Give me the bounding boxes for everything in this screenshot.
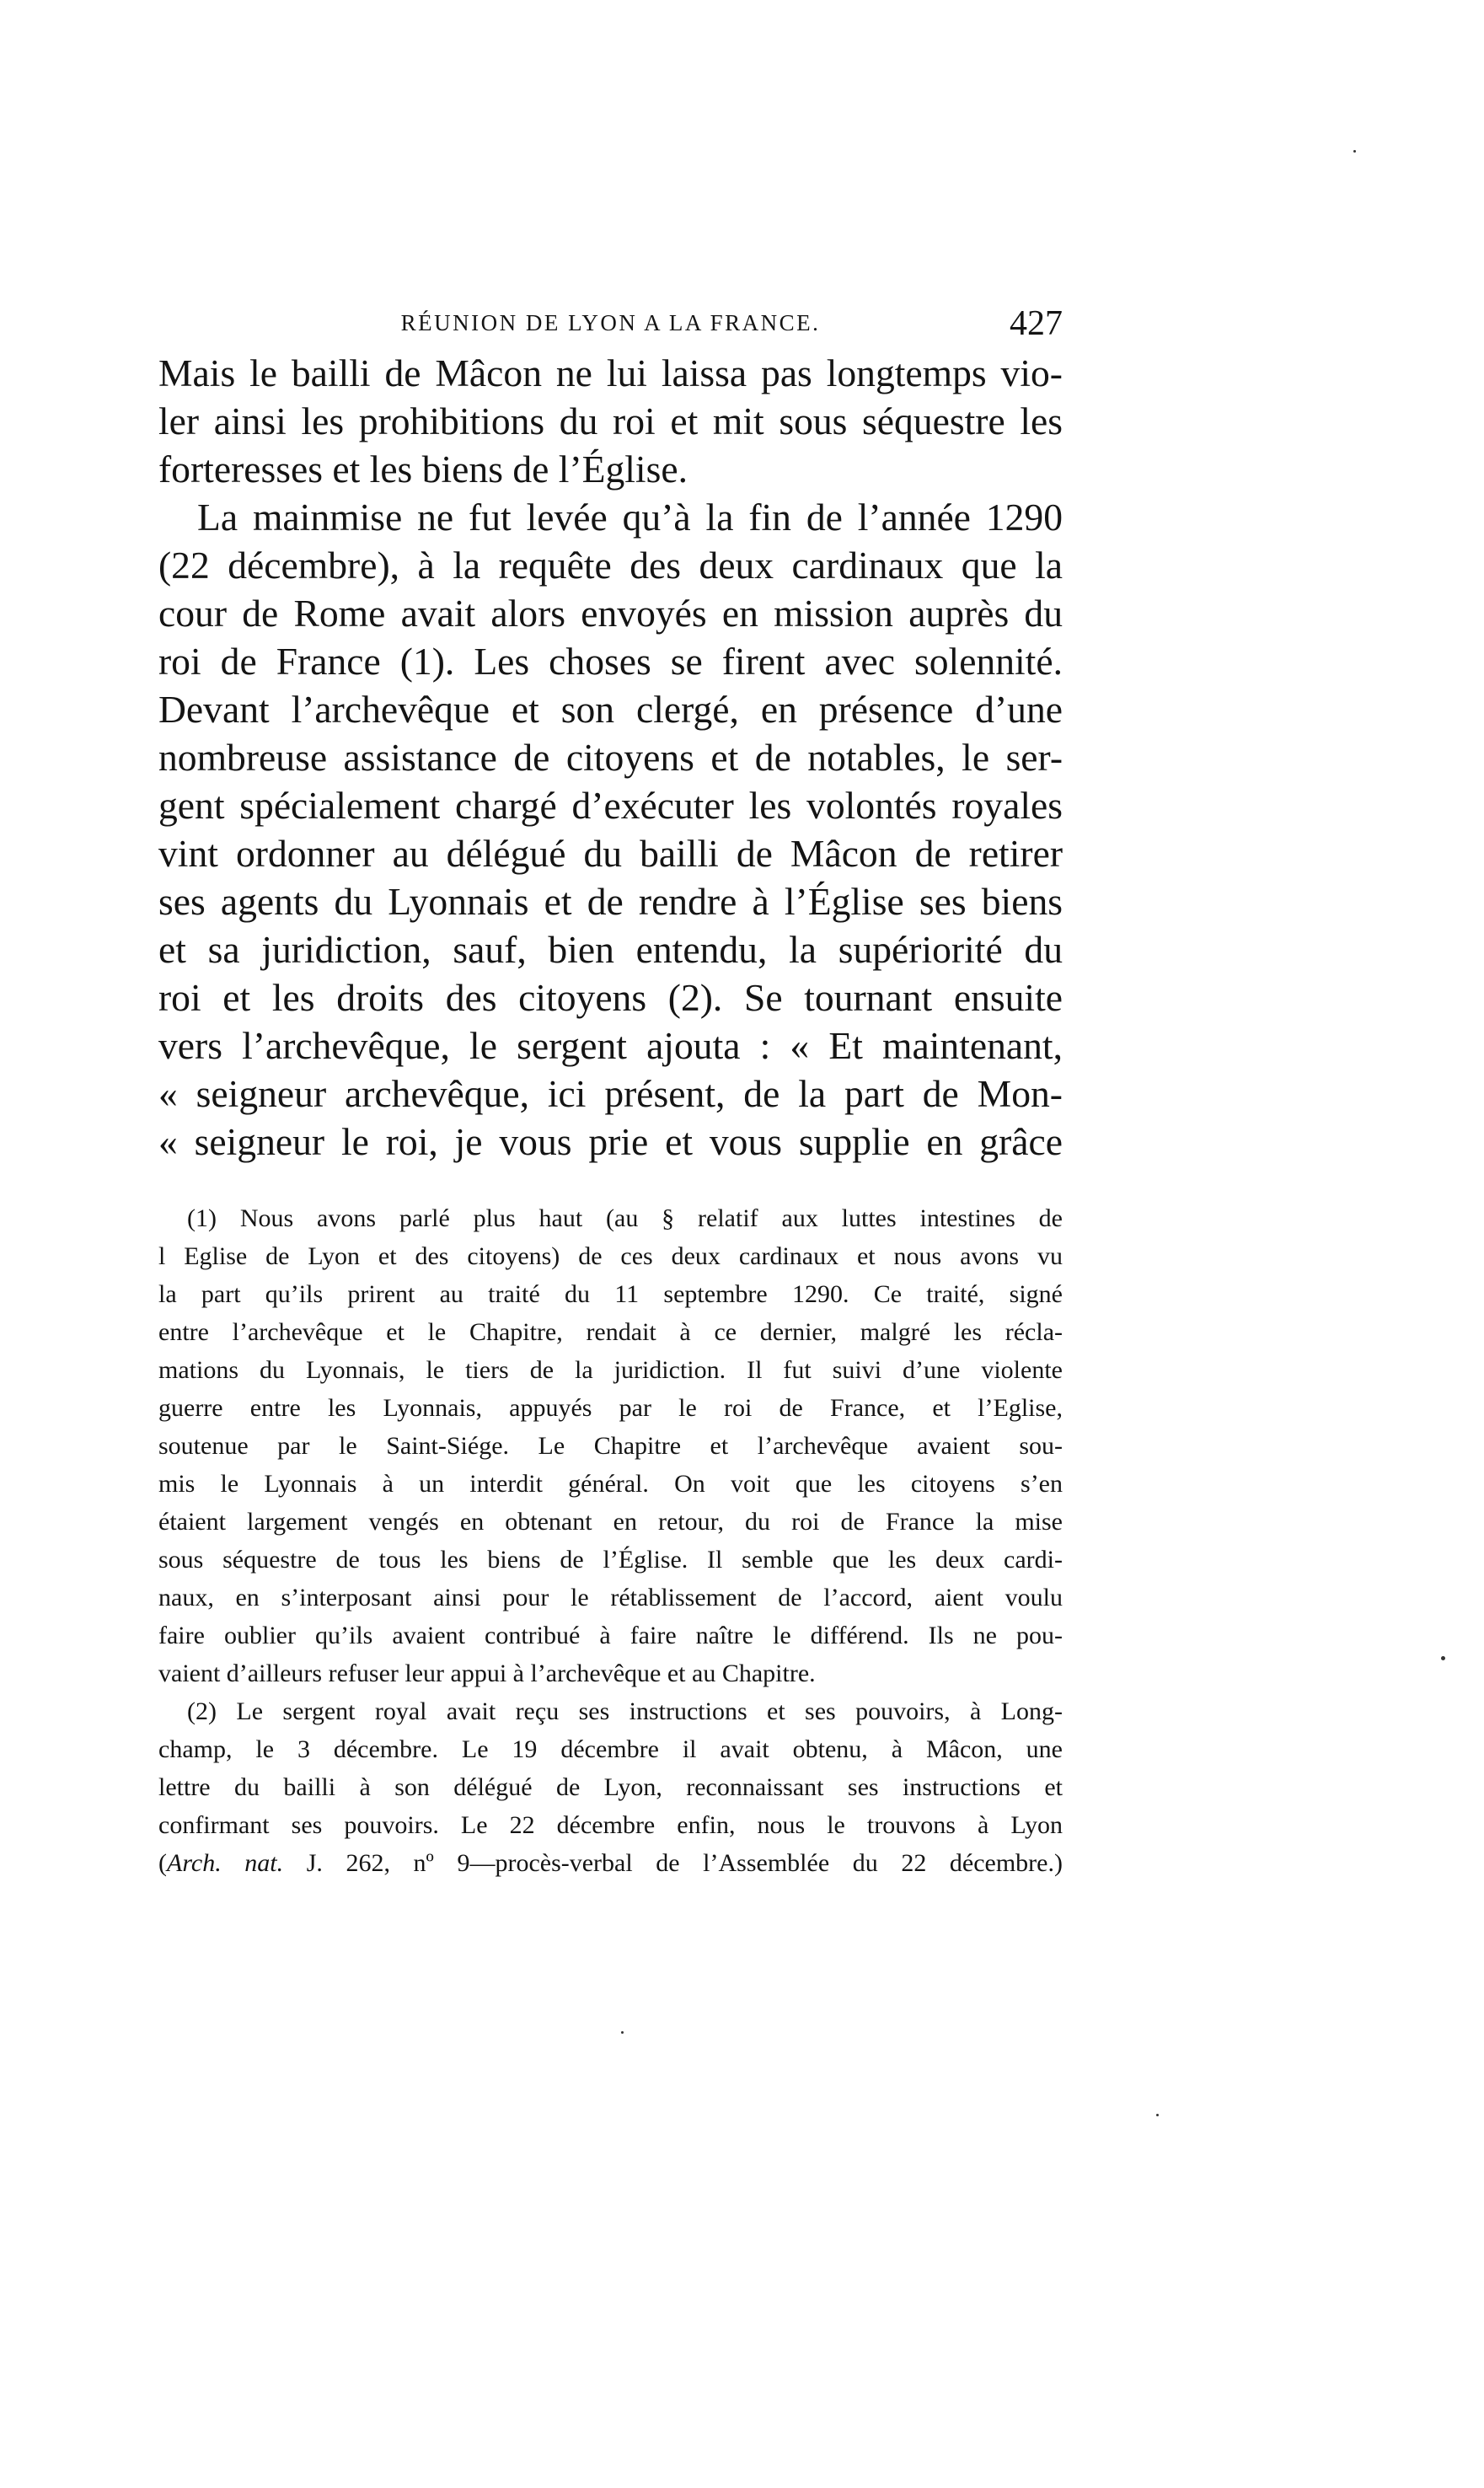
footnote-1 [158,1199,1063,1692]
footnote-line: champ, le 3 décembre. Le 19 décembre il avait obtenu, à Mâcon, une [158,1735,1063,1763]
footnote-line: mis le Lyonnais à un interdit général. On voit que les citoyens s’en [158,1470,1063,1498]
footnote-line: soutenue par le Saint-Siége. Le Chapitre et l’archevêque avaient sou- [158,1432,1063,1460]
body-line: (22 décembre), à la requête des deux cardinaux que la [158,544,1063,587]
body-line: Devant l’archevêque et son clergé, en présence d’une [158,688,1063,731]
page-header [158,303,1063,347]
footnote-line: confirmant ses pouvoirs. Le 22 décembre enfin, nous le trouvons à Lyon [158,1811,1063,1839]
body-line: vint ordonner au délégué du bailli de Mâcon de retirer [158,832,1063,875]
body-line: forteresses et les biens de l’Église. [158,448,688,491]
footnote-line: naux, en s’interposant ainsi pour le rétablissement de l’accord, aient voulu [158,1584,1063,1611]
body-line: roi et les droits des citoyens (2). Se tournant ensuite [158,976,1063,1019]
book-page [158,303,1063,1882]
page-number: 427 [1010,304,1063,343]
footnote-line: (1) Nous avons parlé plus haut (au § relatif aux luttes intestines de [187,1204,1063,1232]
body-line: ses agents du Lyonnais et de rendre à l’Église ses biens [158,880,1063,923]
footnote-line: entre l’archevêque et le Chapitre, rendait à ce dernier, malgré les récla- [158,1318,1063,1346]
body-line: Mais le bailli de Mâcon ne lui laissa pas longtemps vio- [158,351,1063,394]
body-line: « seigneur le roi, je vous prie et vous supplie en grâce [158,1120,1063,1163]
scan-speck [1353,150,1356,153]
body-line: vers l’archevêque, le sergent ajouta : « Et maintenant, [158,1024,1063,1067]
footnote-2 [158,1692,1063,1882]
footnote-line: faire oublier qu’ils avaient contribué à faire naître le différend. Ils ne pou- [158,1622,1063,1649]
footnote-line: (2) Le sergent royal avait reçu ses instructions et ses pouvoirs, à Long- [187,1697,1063,1725]
footnote-line: étaient largement vengés en obtenant en retour, du roi de France la mise [158,1508,1063,1536]
footnote-line: lettre du bailli à son délégué de Lyon, reconnaissant ses instructions et [158,1773,1063,1801]
archive-reference: J. 262, nº 9—procès-verbal de l’Assemblée du 22 décembre.) [283,1849,1063,1877]
main-text [158,349,1063,1166]
body-line: roi de France (1). Les choses se firent avec solennité. [158,640,1063,683]
body-line: cour de Rome avait alors envoyés en mission auprès du [158,592,1063,635]
footnote-line: la part qu’ils prirent au traité du 11 septembre 1290. Ce traité, signé [158,1280,1063,1308]
footnote-line: l Eglise de Lyon et des citoyens) de ces deux cardinaux et nous avons vu [158,1242,1063,1270]
footnote-line: guerre entre les Lyonnais, appuyés par le roi de France, et l’Eglise, [158,1394,1063,1422]
footnote-line: vaient d’ailleurs refuser leur appui à l’archevêque et au Chapitre. [158,1660,816,1687]
body-line: et sa juridiction, sauf, bien entendu, la supériorité du [158,928,1063,971]
footnote-line: sous séquestre de tous les biens de l’Église. Il semble que les deux cardi- [158,1546,1063,1574]
footnote-line: mations du Lyonnais, le tiers de la juridiction. Il fut suivi d’une violente [158,1356,1063,1384]
scan-speck [1156,2114,1159,2116]
body-line: ler ainsi les prohibitions du roi et mit sous séquestre les [158,399,1063,442]
running-title: RÉUNION DE LYON A LA FRANCE. [400,310,821,335]
open-paren: ( [158,1849,167,1877]
body-line: gent spécialement chargé d’exécuter les volontés royales [158,784,1063,827]
footnotes [158,1199,1063,1882]
body-line: nombreuse assistance de citoyens et de notables, le ser- [158,736,1063,779]
body-line: La mainmise ne fut levée qu’à la fin de l’année 1290 [197,496,1063,539]
footnote-line-final [158,1844,1063,1882]
body-line: « seigneur archevêque, ici présent, de la part de Mon- [158,1072,1063,1115]
scan-speck [1441,1656,1445,1660]
archive-source: Arch. nat. [167,1849,284,1877]
scan-speck [621,2031,624,2034]
